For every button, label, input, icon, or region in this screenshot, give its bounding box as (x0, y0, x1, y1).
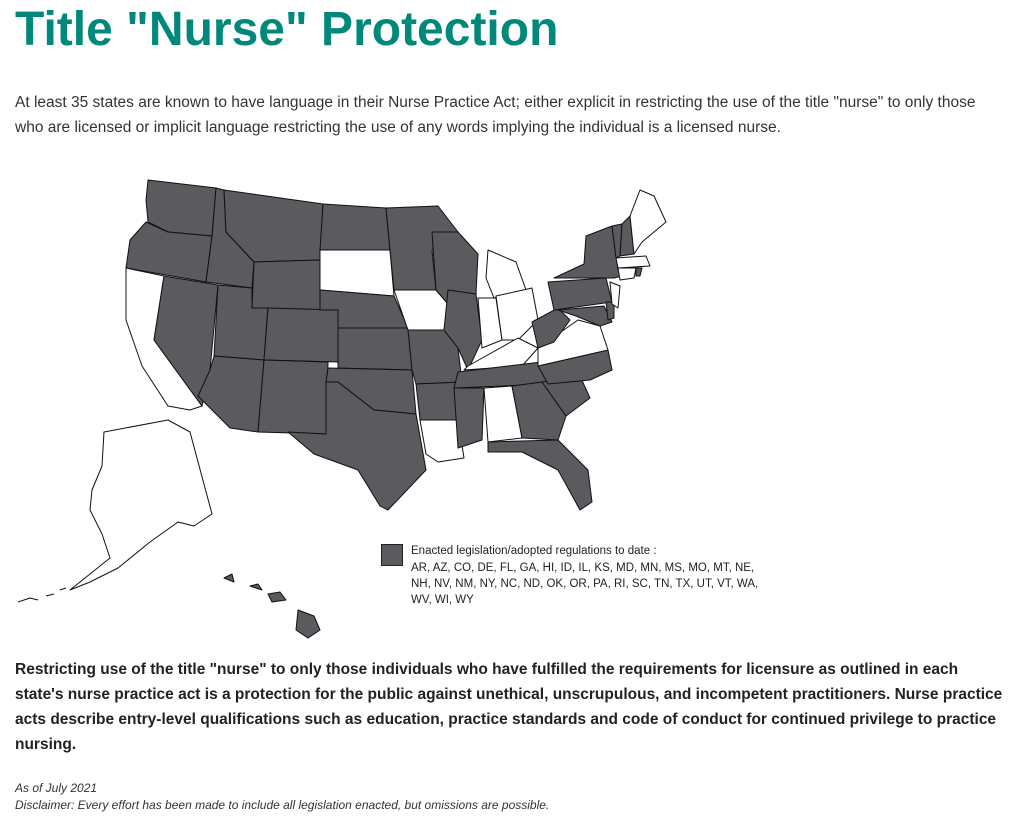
legend-title: Enacted legislation/adopted regulations to date : (411, 545, 657, 557)
state-ct (618, 268, 636, 280)
footnote (15, 780, 549, 814)
ak-islands (18, 588, 66, 602)
state-co (264, 308, 338, 362)
state-ms (454, 388, 484, 448)
state-hi (224, 574, 320, 638)
page-title: Title "Nurse" Protection (15, 3, 559, 56)
protection-statement: Restricting use of the title "nurse" to only those individuals who have fulfilled the requirements for licensure as outlined in each state's nurse practice act is a protection for the public against unethical, unscrupulous, and incompetent practitioners. Nurse practice acts describe entry-level qualifications such as education, practice standards and code of conduct for continued privilege to practice nursing. (15, 661, 1003, 753)
state-ak (70, 420, 212, 590)
legend-swatch-enacted (381, 544, 403, 566)
state-nd (320, 204, 390, 250)
map-legend (381, 543, 776, 608)
disclaimer: Disclaimer: Every effort has been made to include all legislation enacted, but omissions are possible. (15, 798, 550, 812)
legend-text (411, 543, 776, 608)
state-fl (488, 440, 592, 510)
as-of-date: As of July 2021 (15, 781, 98, 795)
state-me (630, 190, 666, 254)
state-wy (252, 260, 320, 310)
state-pa (548, 278, 612, 310)
intro-paragraph: At least 35 states are known to have language in their Nurse Practice Act; either explicit in restricting the use of the title "nurse" to only those who are licensed or implicit language restricting the use of any words implying the individual is a licensed nurse. (15, 94, 976, 136)
state-nm (258, 360, 328, 434)
state-oh (496, 288, 538, 340)
legend-state-list: AR, AZ, CO, DE, FL, GA, HI, ID, IL, KS, MD, MN, MS, MO, MT, NE, NH, NV, NM, NY, NC, ND, OK, OR, PA, RI, SC, TN, TX, UT, VT, WA, WV, WI, WY (411, 562, 759, 606)
state-ks (338, 328, 412, 370)
state-ma (616, 256, 650, 268)
state-ri (636, 268, 642, 276)
state-sd (320, 250, 394, 296)
